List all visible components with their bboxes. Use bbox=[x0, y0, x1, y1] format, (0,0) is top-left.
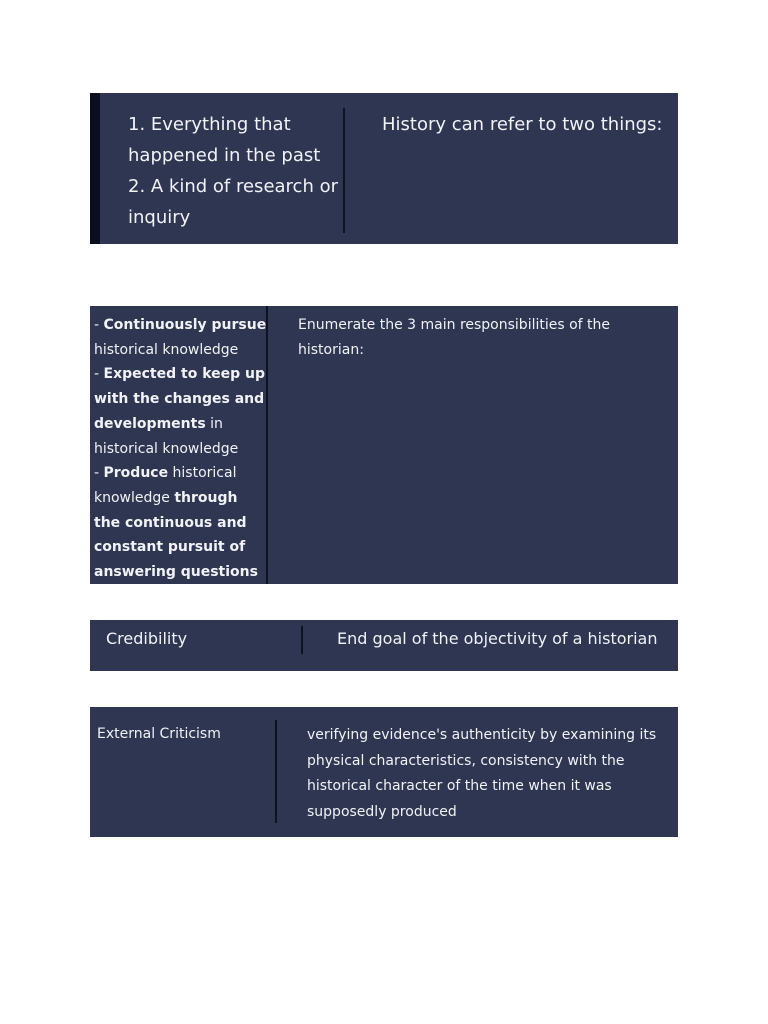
question-line: Enumerate the 3 main responsibilities of the bbox=[298, 317, 611, 333]
answer-line: inquiry bbox=[128, 207, 191, 228]
answer-text: historical knowledge bbox=[94, 440, 239, 457]
answer-bold-text: with the changes and bbox=[94, 391, 265, 408]
answer-line bbox=[94, 511, 264, 536]
flashcard-history-definition[interactable] bbox=[90, 93, 678, 244]
answer-line bbox=[94, 535, 264, 560]
answer-bold-text: Continuously pursue bbox=[103, 317, 267, 333]
answer-text: in bbox=[205, 415, 223, 432]
card-divider bbox=[343, 108, 345, 233]
question-line: verifying evidence's authenticity by examining its bbox=[307, 727, 657, 743]
card-divider bbox=[275, 720, 277, 823]
flashcard-external-criticism[interactable] bbox=[90, 707, 678, 837]
answer-line bbox=[94, 313, 267, 338]
card-answer: External Criticism bbox=[97, 726, 221, 742]
answer-line bbox=[94, 461, 264, 486]
card-question bbox=[307, 723, 667, 825]
card-question: End goal of the objectivity of a historian bbox=[337, 629, 658, 648]
flashcard-credibility[interactable] bbox=[90, 620, 678, 671]
question-line: supposedly produced bbox=[307, 803, 457, 820]
question-line: historian: bbox=[298, 342, 364, 358]
answer-bold-text: Produce bbox=[103, 465, 169, 482]
flashcard-historian-responsibilities[interactable] bbox=[90, 306, 678, 584]
question-line: historical character of the time when it was bbox=[307, 778, 612, 794]
answer-text: - bbox=[94, 366, 104, 383]
answer-text: - bbox=[94, 465, 104, 482]
answer-bold-text: answering questions bbox=[94, 564, 258, 581]
answer-line: 2. A kind of research or bbox=[128, 176, 338, 197]
question-line: physical characteristics, consistency with the bbox=[307, 752, 625, 769]
card-answer: Credibility bbox=[106, 629, 188, 648]
answer-bold-text: Expected to keep up bbox=[103, 366, 266, 383]
answer-line bbox=[94, 338, 264, 363]
answer-line bbox=[94, 437, 264, 462]
answer-line: happened in the past bbox=[128, 145, 321, 166]
card-answer bbox=[94, 313, 267, 585]
card-question: History can refer to two things: bbox=[382, 114, 663, 135]
answer-line bbox=[94, 486, 264, 511]
answer-line bbox=[94, 412, 264, 437]
card-question bbox=[298, 313, 668, 363]
answer-line bbox=[94, 387, 264, 412]
answer-line bbox=[94, 362, 264, 387]
answer-line: 1. Everything that bbox=[128, 114, 291, 135]
card-answer bbox=[128, 109, 338, 233]
card-divider bbox=[301, 626, 303, 654]
answer-bold-text: developments bbox=[94, 415, 206, 432]
answer-text: knowledge bbox=[94, 489, 175, 506]
answer-text: - bbox=[94, 317, 104, 333]
answer-bold-text: constant pursuit of bbox=[94, 539, 246, 556]
answer-bold-text: through bbox=[174, 489, 238, 506]
card-accent-bar bbox=[90, 93, 100, 244]
answer-text: historical bbox=[168, 465, 237, 482]
card-divider bbox=[266, 306, 268, 584]
answer-bold-text: the continuous and bbox=[94, 514, 247, 531]
answer-line bbox=[94, 560, 264, 585]
answer-text: historical knowledge bbox=[94, 341, 239, 358]
